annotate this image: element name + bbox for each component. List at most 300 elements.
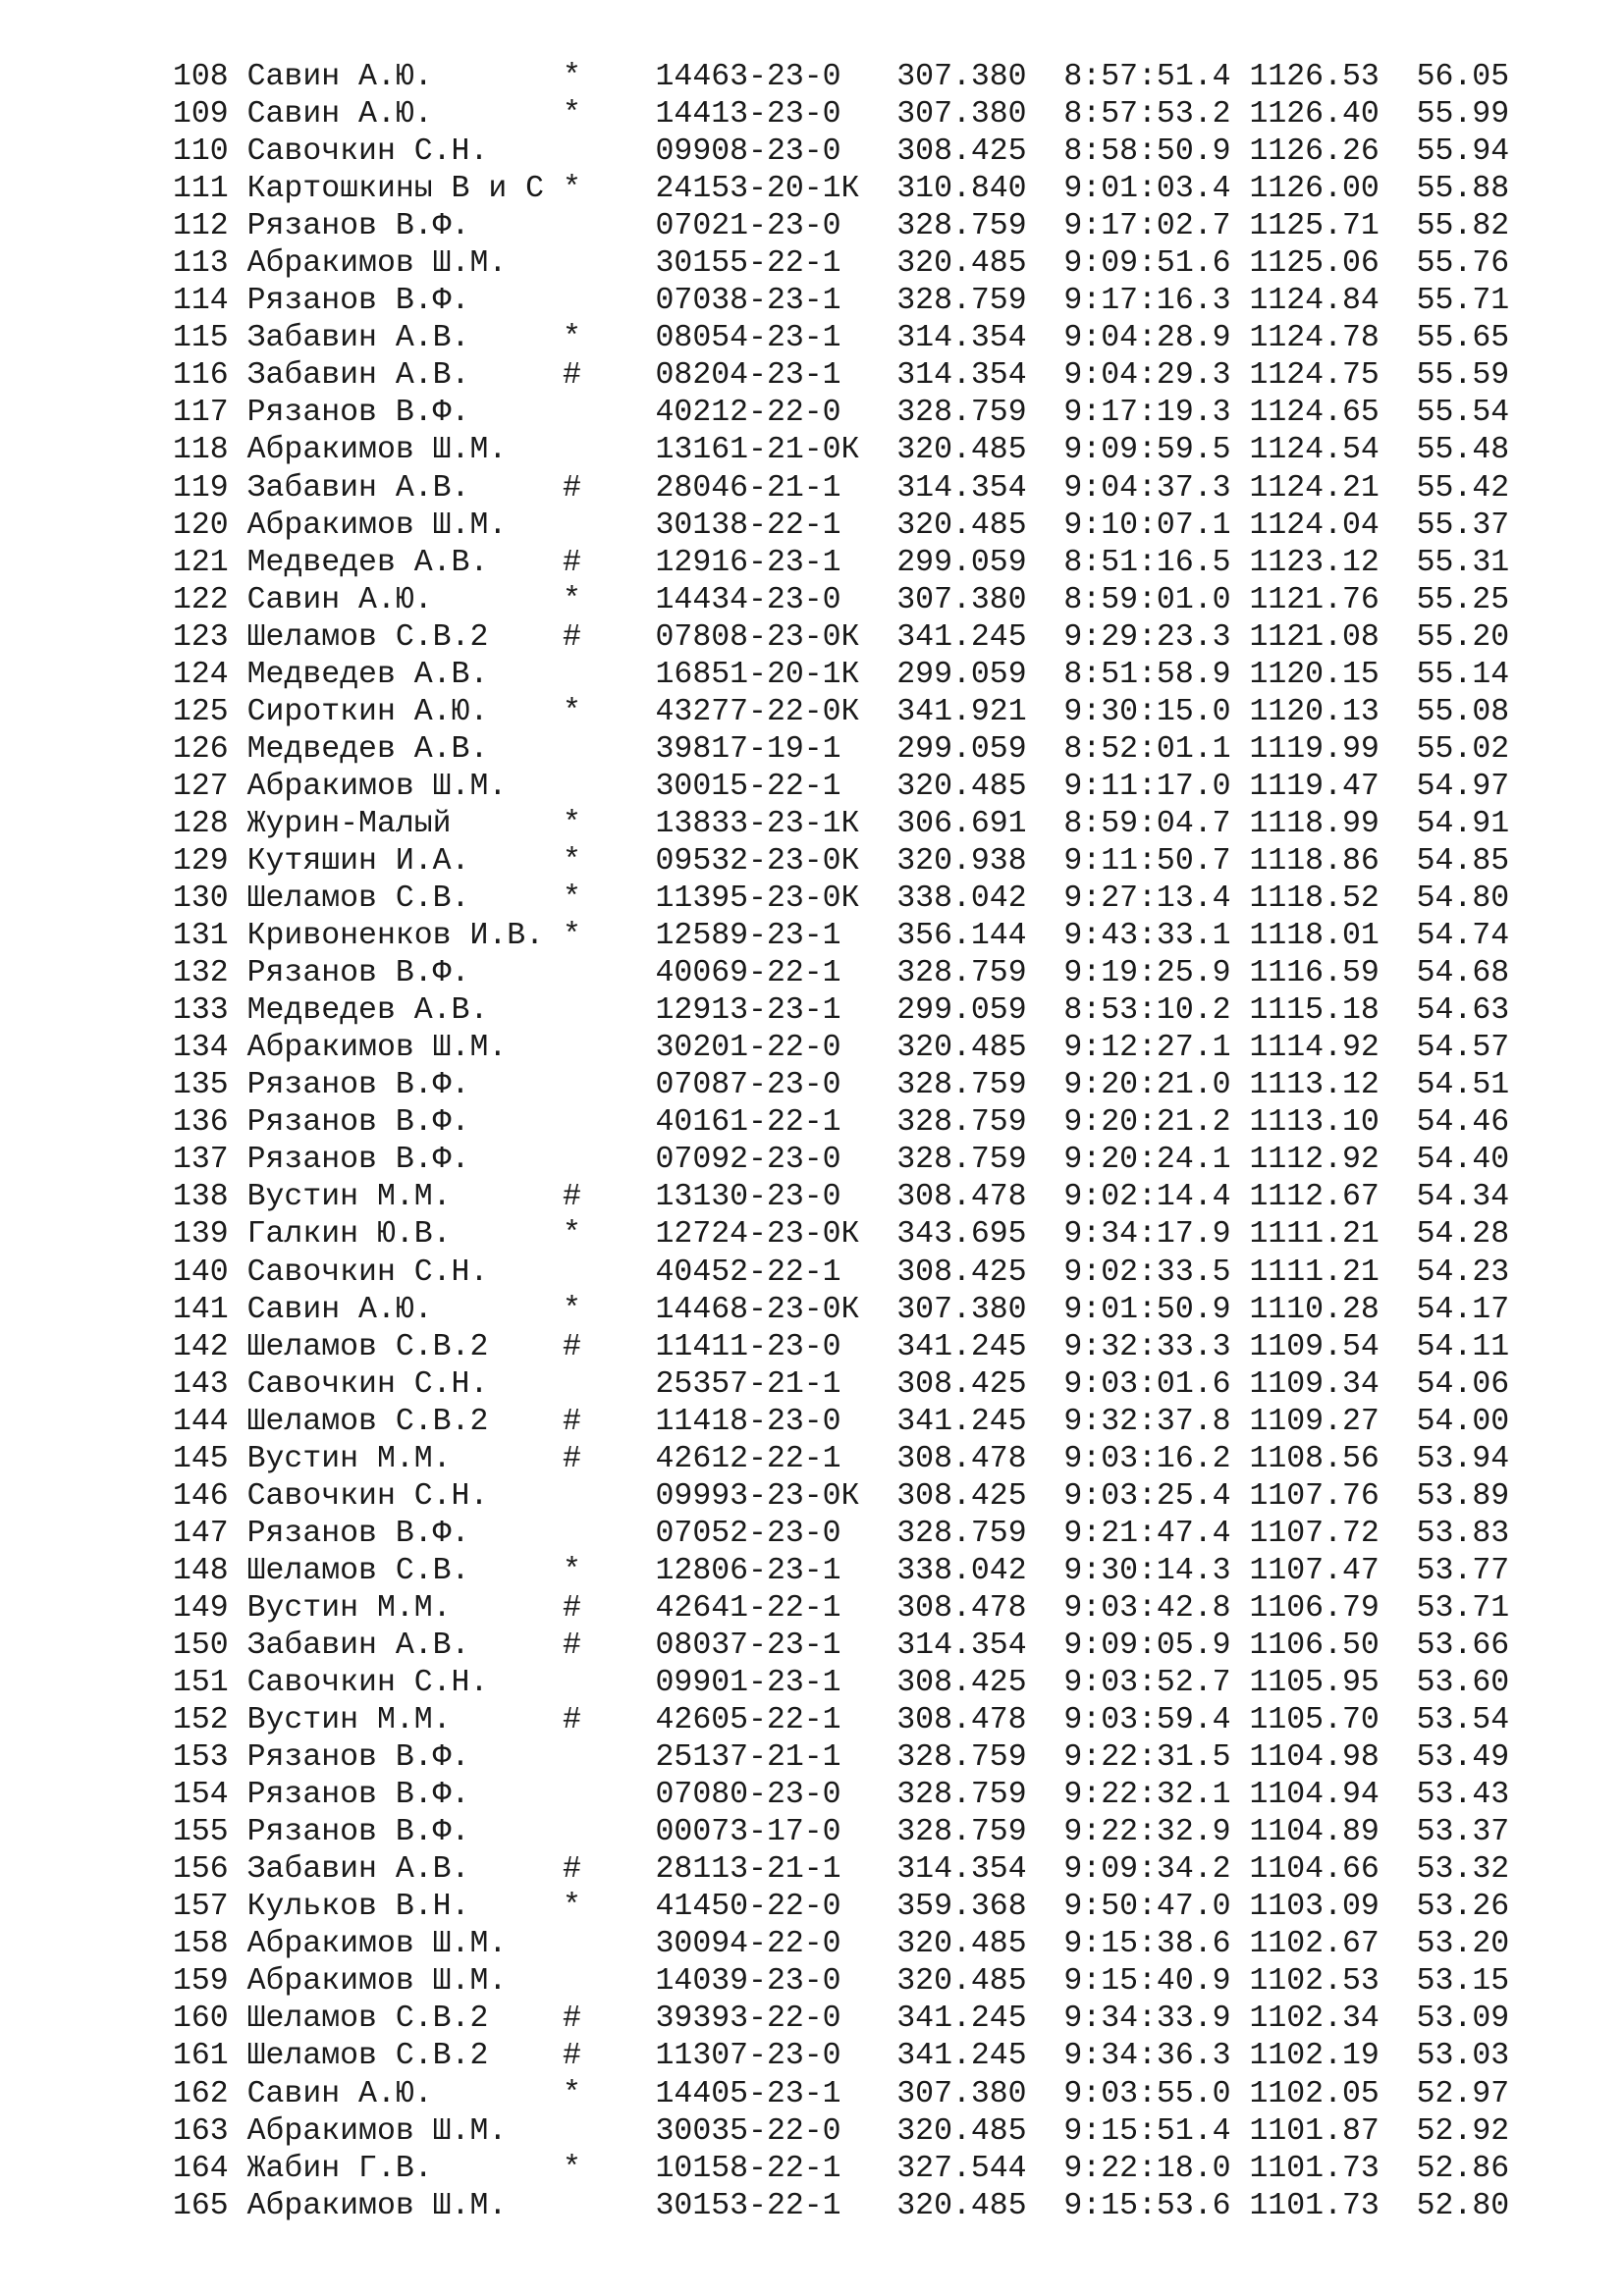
table-row — [173, 545, 1509, 582]
results-table — [173, 59, 1509, 2225]
cell-points: 52.97 — [1416, 2076, 1510, 2111]
table-row — [173, 843, 1509, 881]
cell-speed: 1115.18 — [1249, 993, 1380, 1029]
cell-time: 9:27:13.4 — [1063, 881, 1231, 917]
cell-time: 9:03:16.2 — [1063, 1441, 1231, 1476]
cell-dist: 328.759 — [896, 284, 1027, 319]
cell-points: 55.25 — [1416, 582, 1510, 617]
cell-name: Абракимов Ш.М. — [246, 1927, 508, 1962]
cell-place: 118 — [173, 433, 229, 468]
cell-place: 126 — [173, 731, 229, 767]
cell-ring: 28046-21-1 — [655, 470, 841, 506]
cell-ring: 10158-22-1 — [655, 2151, 841, 2186]
cell-name: Шеламов С.В.2 — [246, 1404, 489, 1439]
cell-name: Вустин М.М. — [246, 1590, 452, 1626]
cell-dist: 320.485 — [896, 1031, 1027, 1066]
cell-speed: 1111.21 — [1249, 1217, 1380, 1253]
cell-points: 54.57 — [1416, 1031, 1510, 1066]
cell-name: Забавин А.В. — [246, 321, 470, 356]
cell-ring: 08037-23-1 — [655, 1628, 841, 1663]
table-row — [173, 2113, 1509, 2151]
cell-ring: 08054-23-1 — [655, 321, 841, 356]
cell-points: 54.46 — [1416, 1105, 1510, 1141]
cell-time: 9:30:15.0 — [1063, 694, 1231, 729]
cell-points: 55.02 — [1416, 731, 1510, 767]
cell-ring: 40452-22-1 — [655, 1255, 841, 1290]
cell-ring: 30155-22-1 — [655, 246, 841, 282]
cell-ring: 07087-23-0 — [655, 1068, 841, 1103]
table-row — [173, 320, 1509, 357]
cell-points: 53.89 — [1416, 1478, 1510, 1514]
cell-ring: 41450-22-0 — [655, 1890, 841, 1925]
cell-dist: 328.759 — [896, 209, 1027, 244]
cell-name: Савочкин С.Н. — [246, 1255, 489, 1290]
cell-time: 9:15:53.6 — [1063, 2188, 1231, 2223]
cell-points: 53.60 — [1416, 1666, 1510, 1701]
table-row — [173, 1516, 1509, 1553]
cell-dist: 328.759 — [896, 1778, 1027, 1813]
cell-name: Савочкин С.Н. — [246, 134, 489, 170]
cell-name: Забавин А.В. — [246, 470, 470, 506]
cell-speed: 1106.50 — [1249, 1628, 1380, 1663]
cell-name: Забавин А.В. — [246, 1852, 470, 1888]
table-row — [173, 918, 1509, 955]
cell-place: 162 — [173, 2076, 229, 2111]
cell-name: Абракимов Ш.М. — [246, 1964, 508, 2000]
cell-time: 9:15:51.4 — [1063, 2113, 1231, 2149]
cell-name: Кутяшин И.А. — [246, 843, 470, 879]
cell-name: Абракимов Ш.М. — [246, 2113, 508, 2149]
table-row — [173, 283, 1509, 320]
cell-name: Рязанов В.Ф. — [246, 284, 470, 319]
cell-place: 124 — [173, 657, 229, 692]
cell-time: 9:03:52.7 — [1063, 1666, 1231, 1701]
cell-points: 55.76 — [1416, 246, 1510, 282]
cell-name: Савочкин С.Н. — [246, 1666, 489, 1701]
cell-ring: 16851-20-1К — [655, 657, 860, 692]
cell-name: Сироткин А.Ю. — [246, 694, 489, 729]
cell-time: 9:22:31.5 — [1063, 1740, 1231, 1776]
cell-time: 9:34:33.9 — [1063, 2002, 1231, 2037]
cell-speed: 1114.92 — [1249, 1031, 1380, 1066]
cell-name: Рязанов В.Ф. — [246, 1778, 470, 1813]
cell-mark: * — [562, 172, 581, 207]
cell-dist: 308.425 — [896, 1366, 1027, 1402]
cell-dist: 320.485 — [896, 2113, 1027, 2149]
cell-dist: 341.245 — [896, 1329, 1027, 1364]
cell-ring: 42612-22-1 — [655, 1441, 841, 1476]
cell-points: 55.14 — [1416, 657, 1510, 692]
cell-ring: 40069-22-1 — [655, 956, 841, 991]
table-row — [173, 1030, 1509, 1067]
table-row — [173, 96, 1509, 133]
cell-name: Кульков В.Н. — [246, 1890, 470, 1925]
cell-points: 55.37 — [1416, 507, 1510, 543]
cell-place: 127 — [173, 769, 229, 804]
cell-mark: # — [563, 545, 581, 580]
cell-time: 8:58:50.9 — [1063, 134, 1231, 170]
cell-name: Забавин А.В. — [246, 1628, 470, 1663]
cell-place: 137 — [173, 1143, 229, 1178]
cell-dist: 328.759 — [896, 396, 1027, 431]
cell-points: 55.48 — [1416, 433, 1510, 468]
cell-time: 9:03:42.8 — [1063, 1590, 1231, 1626]
cell-speed: 1102.67 — [1249, 1927, 1380, 1962]
cell-speed: 1104.94 — [1249, 1778, 1380, 1813]
cell-dist: 308.478 — [896, 1590, 1027, 1626]
cell-mark: * — [562, 2076, 581, 2111]
cell-ring: 30138-22-1 — [655, 507, 841, 543]
cell-mark: # — [562, 1590, 581, 1626]
cell-ring: 11418-23-0 — [655, 1404, 841, 1439]
cell-place: 109 — [173, 97, 229, 133]
table-row — [173, 1404, 1509, 1441]
cell-name: Вустин М.М. — [246, 1703, 452, 1738]
cell-dist: 341.245 — [896, 2002, 1027, 2037]
cell-points: 55.65 — [1416, 321, 1510, 356]
cell-speed: 1107.72 — [1249, 1516, 1380, 1551]
cell-speed: 1104.66 — [1249, 1852, 1380, 1888]
cell-dist: 356.144 — [896, 919, 1027, 954]
cell-ring: 43277-22-0К — [655, 694, 860, 729]
cell-dist: 307.380 — [896, 1292, 1027, 1327]
cell-time: 9:04:28.9 — [1063, 321, 1231, 356]
cell-place: 164 — [173, 2151, 229, 2186]
cell-mark: * — [562, 60, 581, 94]
cell-dist: 308.425 — [896, 1255, 1027, 1290]
cell-mark: # — [562, 1703, 581, 1738]
cell-speed: 1113.10 — [1249, 1105, 1380, 1141]
cell-time: 8:51:58.9 — [1063, 657, 1231, 692]
cell-ring: 07092-23-0 — [655, 1143, 841, 1178]
cell-mark: # — [563, 1852, 581, 1888]
cell-time: 9:19:25.9 — [1063, 956, 1231, 991]
cell-place: 145 — [173, 1441, 229, 1476]
cell-mark: # — [563, 1329, 581, 1364]
table-row — [173, 1590, 1509, 1628]
table-row — [173, 59, 1509, 96]
table-row — [173, 245, 1509, 283]
cell-ring: 25357-21-1 — [655, 1366, 841, 1402]
cell-time: 9:21:47.4 — [1063, 1516, 1231, 1551]
cell-dist: 341.245 — [896, 619, 1027, 655]
cell-dist: 307.380 — [896, 582, 1027, 617]
cell-ring: 07021-23-0 — [655, 209, 841, 244]
cell-points: 54.97 — [1416, 769, 1510, 804]
cell-place: 165 — [173, 2188, 229, 2223]
cell-place: 141 — [173, 1292, 229, 1327]
cell-place: 132 — [173, 956, 229, 991]
cell-speed: 1102.34 — [1249, 2002, 1380, 2037]
cell-ring: 39817-19-1 — [655, 731, 841, 767]
cell-dist: 314.354 — [896, 358, 1027, 394]
cell-speed: 1101.73 — [1249, 2188, 1380, 2223]
table-row — [173, 507, 1509, 545]
cell-ring: 40212-22-0 — [655, 396, 841, 431]
cell-dist: 320.485 — [896, 507, 1027, 543]
cell-mark: * — [563, 1553, 581, 1588]
cell-name: Кривоненков И.В. — [246, 919, 545, 954]
cell-name: Савочкин С.Н. — [246, 1366, 489, 1402]
table-row — [173, 1702, 1509, 1739]
table-row — [173, 1963, 1509, 2001]
cell-dist: 328.759 — [896, 1105, 1027, 1141]
cell-name: Картошкины В и С — [246, 172, 545, 207]
cell-place: 159 — [173, 1964, 229, 2000]
cell-ring: 11395-23-0К — [655, 881, 860, 917]
cell-name: Рязанов В.Ф. — [246, 1516, 470, 1551]
cell-name: Рязанов В.Ф. — [246, 1143, 470, 1178]
cell-dist: 308.425 — [896, 1478, 1027, 1514]
cell-speed: 1101.87 — [1249, 2113, 1380, 2149]
cell-speed: 1124.21 — [1249, 470, 1380, 506]
cell-time: 8:53:10.2 — [1063, 993, 1231, 1029]
cell-speed: 1104.98 — [1249, 1740, 1380, 1776]
cell-time: 8:59:01.0 — [1063, 582, 1231, 617]
table-row — [173, 2151, 1509, 2188]
cell-mark: * — [563, 1890, 581, 1925]
cell-mark: # — [562, 1441, 581, 1476]
table-row — [173, 1255, 1509, 1292]
cell-points: 55.42 — [1416, 470, 1510, 506]
cell-place: 163 — [173, 2113, 229, 2149]
cell-speed: 1120.15 — [1249, 657, 1380, 692]
cell-points: 54.17 — [1416, 1292, 1510, 1327]
table-row — [173, 2001, 1509, 2038]
cell-dist: 299.059 — [896, 545, 1027, 580]
cell-time: 9:20:21.0 — [1063, 1068, 1231, 1103]
cell-place: 158 — [173, 1927, 229, 1962]
cell-name: Галкин Ю.В. — [246, 1217, 452, 1253]
cell-ring: 09993-23-0К — [655, 1478, 860, 1514]
cell-place: 121 — [173, 545, 229, 580]
cell-points: 53.15 — [1416, 1964, 1510, 2000]
cell-dist: 314.354 — [896, 1628, 1027, 1663]
cell-place: 134 — [173, 1031, 229, 1066]
cell-name: Шеламов С.В. — [246, 881, 470, 917]
cell-mark: # — [563, 2039, 581, 2074]
cell-speed: 1118.99 — [1249, 806, 1380, 841]
cell-speed: 1126.26 — [1249, 134, 1380, 170]
cell-ring: 12916-23-1 — [655, 545, 841, 580]
cell-ring: 28113-21-1 — [655, 1852, 841, 1888]
cell-points: 55.99 — [1416, 97, 1510, 133]
cell-points: 53.43 — [1416, 1778, 1510, 1813]
cell-dist: 310.840 — [896, 172, 1027, 207]
cell-ring: 30153-22-1 — [655, 2188, 841, 2223]
cell-speed: 1102.53 — [1249, 1964, 1380, 2000]
table-row — [173, 657, 1509, 694]
cell-place: 153 — [173, 1740, 229, 1776]
table-row — [173, 1814, 1509, 1851]
cell-mark: * — [562, 2151, 581, 2186]
cell-mark: * — [562, 97, 581, 133]
cell-ring: 07808-23-0К — [655, 619, 860, 655]
table-row — [173, 1179, 1509, 1216]
cell-points: 55.88 — [1416, 172, 1510, 207]
table-row — [173, 992, 1509, 1030]
table-row — [173, 133, 1509, 171]
cell-name: Абракимов Ш.М. — [246, 246, 508, 282]
cell-time: 9:04:37.3 — [1063, 470, 1231, 506]
cell-dist: 308.478 — [896, 1703, 1027, 1738]
cell-place: 146 — [173, 1478, 229, 1514]
cell-time: 9:09:51.6 — [1063, 246, 1231, 282]
cell-ring: 24153-20-1К — [655, 172, 860, 207]
cell-place: 114 — [173, 284, 229, 319]
cell-ring: 14468-23-0К — [655, 1292, 860, 1327]
cell-place: 147 — [173, 1516, 229, 1551]
table-row — [173, 1292, 1509, 1329]
cell-speed: 1105.70 — [1249, 1703, 1380, 1738]
cell-speed: 1126.00 — [1249, 172, 1380, 207]
cell-mark: * — [562, 1292, 581, 1327]
cell-points: 54.06 — [1416, 1366, 1510, 1402]
table-row — [173, 1142, 1509, 1179]
table-row — [173, 1553, 1509, 1590]
cell-place: 149 — [173, 1590, 229, 1626]
cell-time: 9:17:02.7 — [1063, 209, 1231, 244]
cell-dist: 308.425 — [896, 134, 1027, 170]
cell-dist: 320.485 — [896, 2188, 1027, 2223]
cell-points: 54.40 — [1416, 1143, 1510, 1178]
table-row — [173, 2188, 1509, 2225]
cell-place: 112 — [173, 209, 229, 244]
cell-name: Жабин Г.В. — [246, 2151, 433, 2186]
cell-time: 9:22:32.1 — [1063, 1778, 1231, 1813]
table-row — [173, 1441, 1509, 1478]
cell-time: 9:17:19.3 — [1063, 396, 1231, 431]
cell-ring: 11411-23-0 — [655, 1329, 841, 1364]
table-row — [173, 470, 1509, 507]
cell-place: 108 — [173, 60, 229, 94]
cell-ring: 12913-23-1 — [655, 993, 841, 1029]
cell-speed: 1119.47 — [1249, 769, 1380, 804]
cell-ring: 14434-23-0 — [655, 582, 841, 617]
cell-time: 9:22:32.9 — [1063, 1815, 1231, 1850]
cell-mark: # — [563, 2002, 581, 2037]
cell-speed: 1124.54 — [1249, 433, 1380, 468]
cell-time: 9:09:59.5 — [1063, 433, 1231, 468]
cell-time: 9:02:14.4 — [1063, 1180, 1231, 1215]
cell-name: Абракимов Ш.М. — [246, 433, 508, 468]
cell-name: Вустин М.М. — [246, 1180, 452, 1215]
cell-dist: 306.691 — [896, 806, 1027, 841]
cell-points: 53.49 — [1416, 1740, 1510, 1776]
cell-mark: * — [562, 806, 581, 841]
cell-points: 52.80 — [1416, 2188, 1510, 2223]
table-row — [173, 1478, 1509, 1516]
cell-dist: 307.380 — [896, 60, 1027, 94]
cell-points: 53.09 — [1416, 2002, 1510, 2037]
table-row — [173, 731, 1509, 769]
cell-time: 9:03:01.6 — [1063, 1366, 1231, 1402]
cell-time: 9:20:24.1 — [1063, 1143, 1231, 1178]
cell-time: 9:17:16.3 — [1063, 284, 1231, 319]
cell-dist: 314.354 — [896, 321, 1027, 356]
cell-place: 119 — [173, 470, 229, 506]
cell-speed: 1120.13 — [1249, 694, 1380, 729]
cell-place: 116 — [173, 358, 229, 394]
cell-name: Рязанов В.Ф. — [246, 396, 470, 431]
cell-place: 150 — [173, 1628, 229, 1663]
cell-points: 54.23 — [1416, 1255, 1510, 1290]
cell-time: 8:57:51.4 — [1063, 60, 1231, 94]
cell-time: 9:03:25.4 — [1063, 1478, 1231, 1514]
cell-points: 54.68 — [1416, 956, 1510, 991]
cell-points: 55.54 — [1416, 396, 1510, 431]
cell-speed: 1108.56 — [1249, 1441, 1380, 1476]
cell-speed: 1112.92 — [1249, 1143, 1380, 1178]
cell-ring: 12724-23-0К — [655, 1217, 860, 1253]
cell-speed: 1109.54 — [1249, 1329, 1380, 1364]
cell-speed: 1118.52 — [1249, 881, 1380, 917]
cell-time: 9:03:55.0 — [1063, 2076, 1231, 2111]
cell-ring: 14039-23-0 — [655, 1964, 841, 2000]
cell-ring: 39393-22-0 — [655, 2002, 841, 2037]
cell-place: 160 — [173, 2002, 229, 2037]
cell-mark: * — [563, 321, 581, 356]
cell-dist: 320.485 — [896, 1964, 1027, 2000]
cell-ring: 12806-23-1 — [655, 1553, 841, 1588]
cell-ring: 13833-23-1К — [655, 806, 860, 841]
cell-time: 9:50:47.0 — [1063, 1890, 1231, 1925]
cell-place: 131 — [173, 919, 229, 954]
cell-name: Журин-Малый — [246, 806, 452, 841]
table-row — [173, 1739, 1509, 1777]
cell-mark: # — [563, 358, 581, 394]
cell-dist: 328.759 — [896, 1740, 1027, 1776]
cell-ring: 30015-22-1 — [655, 769, 841, 804]
table-row — [173, 1777, 1509, 1814]
cell-ring: 25137-21-1 — [655, 1740, 841, 1776]
cell-ring: 07080-23-0 — [655, 1778, 841, 1813]
cell-points: 54.51 — [1416, 1068, 1510, 1103]
cell-points: 53.66 — [1416, 1628, 1510, 1663]
cell-name: Шеламов С.В. — [246, 1553, 470, 1588]
cell-points: 54.74 — [1416, 919, 1510, 954]
cell-time: 8:52:01.1 — [1063, 731, 1231, 767]
cell-dist: 328.759 — [896, 956, 1027, 991]
cell-points: 54.00 — [1416, 1404, 1510, 1439]
cell-time: 9:43:33.1 — [1063, 919, 1231, 954]
table-row — [173, 1665, 1509, 1702]
cell-speed: 1124.84 — [1249, 284, 1380, 319]
cell-name: Медведев А.В. — [246, 993, 489, 1029]
cell-points: 53.54 — [1416, 1703, 1510, 1738]
table-row — [173, 806, 1509, 843]
cell-place: 113 — [173, 246, 229, 282]
cell-ring: 09532-23-0К — [655, 843, 860, 879]
table-row — [173, 1926, 1509, 1963]
cell-mark: * — [563, 694, 581, 729]
cell-dist: 327.544 — [896, 2151, 1027, 2186]
table-row — [173, 881, 1509, 918]
cell-points: 54.85 — [1416, 843, 1510, 879]
cell-time: 9:10:07.1 — [1063, 507, 1231, 543]
table-row — [173, 2038, 1509, 2075]
cell-ring: 11307-23-0 — [655, 2039, 841, 2074]
cell-ring: 30094-22-0 — [655, 1927, 841, 1962]
cell-speed: 1101.73 — [1249, 2151, 1380, 2186]
cell-dist: 299.059 — [896, 993, 1027, 1029]
cell-mark: * — [563, 843, 581, 879]
cell-place: 138 — [173, 1180, 229, 1215]
table-row — [173, 1329, 1509, 1366]
cell-name: Рязанов В.Ф. — [246, 209, 470, 244]
cell-time: 9:32:33.3 — [1063, 1329, 1231, 1364]
cell-time: 8:59:04.7 — [1063, 806, 1231, 841]
